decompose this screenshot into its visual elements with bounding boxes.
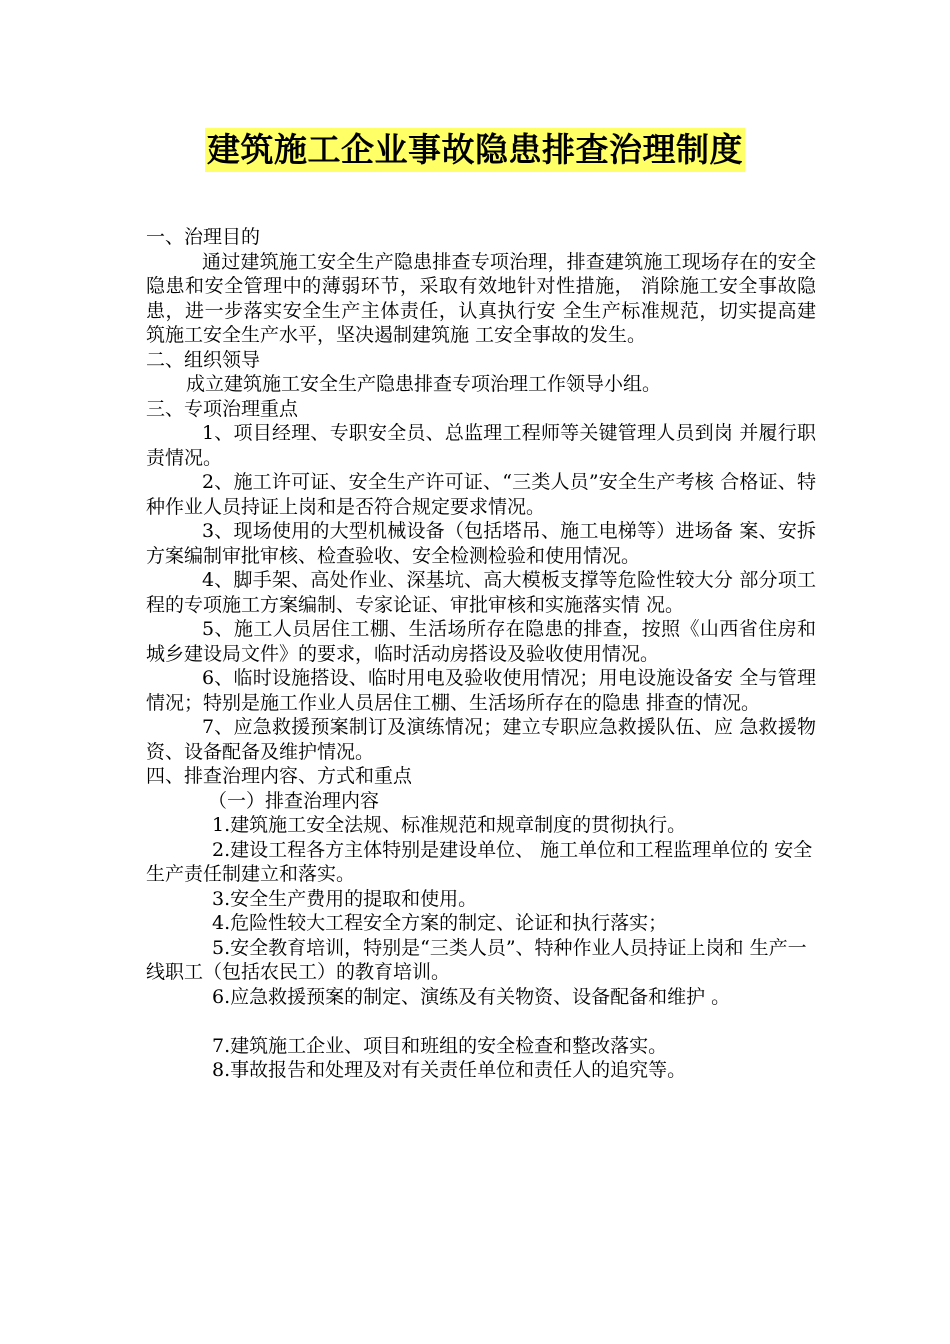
list-item: 6、临时设施搭设、临时用电及验收使用情况；用电设施设备安 全与管理情况；特别是施工作业人员居住工棚、生活场所存在的隐患 排查的情况。 bbox=[146, 667, 816, 714]
section-heading-purpose: 一、治理目的 bbox=[146, 226, 261, 248]
list-item: 5.安全教育培训，特别是“三类人员”、特种作业人员持证上岗和 生产一线职工（包括农民工）的教育培训。 bbox=[146, 936, 807, 983]
section-heading-leadership: 二、组织领导 bbox=[146, 348, 261, 371]
list-item: 3.安全生产费用的提取和使用。 bbox=[212, 887, 478, 910]
section-heading-content: 四、排查治理内容、方式和重点 bbox=[146, 765, 413, 787]
section-paragraph-leadership: 成立建筑施工安全生产隐患排查专项治理工作领导小组。 bbox=[186, 373, 662, 395]
list-item: 7.建筑施工企业、项目和班组的安全检查和整改落实。 bbox=[212, 1034, 668, 1057]
list-item: 1.建筑施工安全法规、标准规范和规章制度的贯彻执行。 bbox=[212, 814, 687, 836]
list-item: 7、应急救援预案制订及演练情况；建立专职应急救援队伍、应 急救援物资、设备配备及维护情况。 bbox=[146, 716, 816, 763]
list-item: 8.事故报告和处理及对有关责任单位和责任人的追究等。 bbox=[212, 1059, 687, 1081]
section-heading-focus: 三、专项治理重点 bbox=[146, 397, 299, 420]
title-area bbox=[0, 128, 950, 172]
subsection-heading-content: （一）排查治理内容 bbox=[208, 789, 380, 812]
list-item: 6.应急救援预案的制定、演练及有关物资、设备配备和维护 。 bbox=[212, 985, 731, 1008]
document-body bbox=[146, 225, 816, 1083]
blank-line bbox=[146, 1009, 816, 1034]
list-item: 2.建设工程各方主体特别是建设单位、 施工单位和工程监理单位的 安全生产责任制建立和落实。 bbox=[146, 838, 813, 885]
list-item: 5、施工人员居住工棚、生活场所存在隐患的排查，按照《山西省住房和城乡建设局文件》的要求，临时活动房搭设及验收使用情况。 bbox=[146, 618, 816, 665]
list-item: 3、现场使用的大型机械设备（包括塔吊、施工电梯等）进场备 案、安拆方案编制审批审核、检查验收、安全检测检验和使用情况。 bbox=[146, 520, 816, 567]
document-title: 建筑施工企业事故隐患排查治理制度 bbox=[205, 128, 745, 172]
list-item: 1、项目经理、专职安全员、总监理工程师等关键管理人员到岗 并履行职责情况。 bbox=[146, 422, 816, 469]
list-item: 4.危险性较大工程安全方案的制定、论证和执行落实； bbox=[212, 912, 668, 934]
list-item: 4、脚手架、高处作业、深基坑、高大模板支撑等危险性较大分 部分项工程的专项施工方案编制、专家论证、审批审核和实施落实情 况。 bbox=[146, 569, 816, 616]
list-item: 2、施工许可证、安全生产许可证、“三类人员”安全生产考核 合格证、特种作业人员持证上岗和是否符合规定要求情况。 bbox=[146, 471, 816, 518]
section-paragraph-purpose: 通过建筑施工安全生产隐患排查专项治理，排查建筑施工现场存在的安全隐患和安全管理中的薄弱环节，采取有效地针对性措施， 消除施工安全事故隐患，进一步落实安全生产主体责任，认真执行安 全生产标准规范，切实提高建筑施工安全生产水平，坚决遏制建筑施 工安全事故的发生。 bbox=[146, 250, 816, 346]
